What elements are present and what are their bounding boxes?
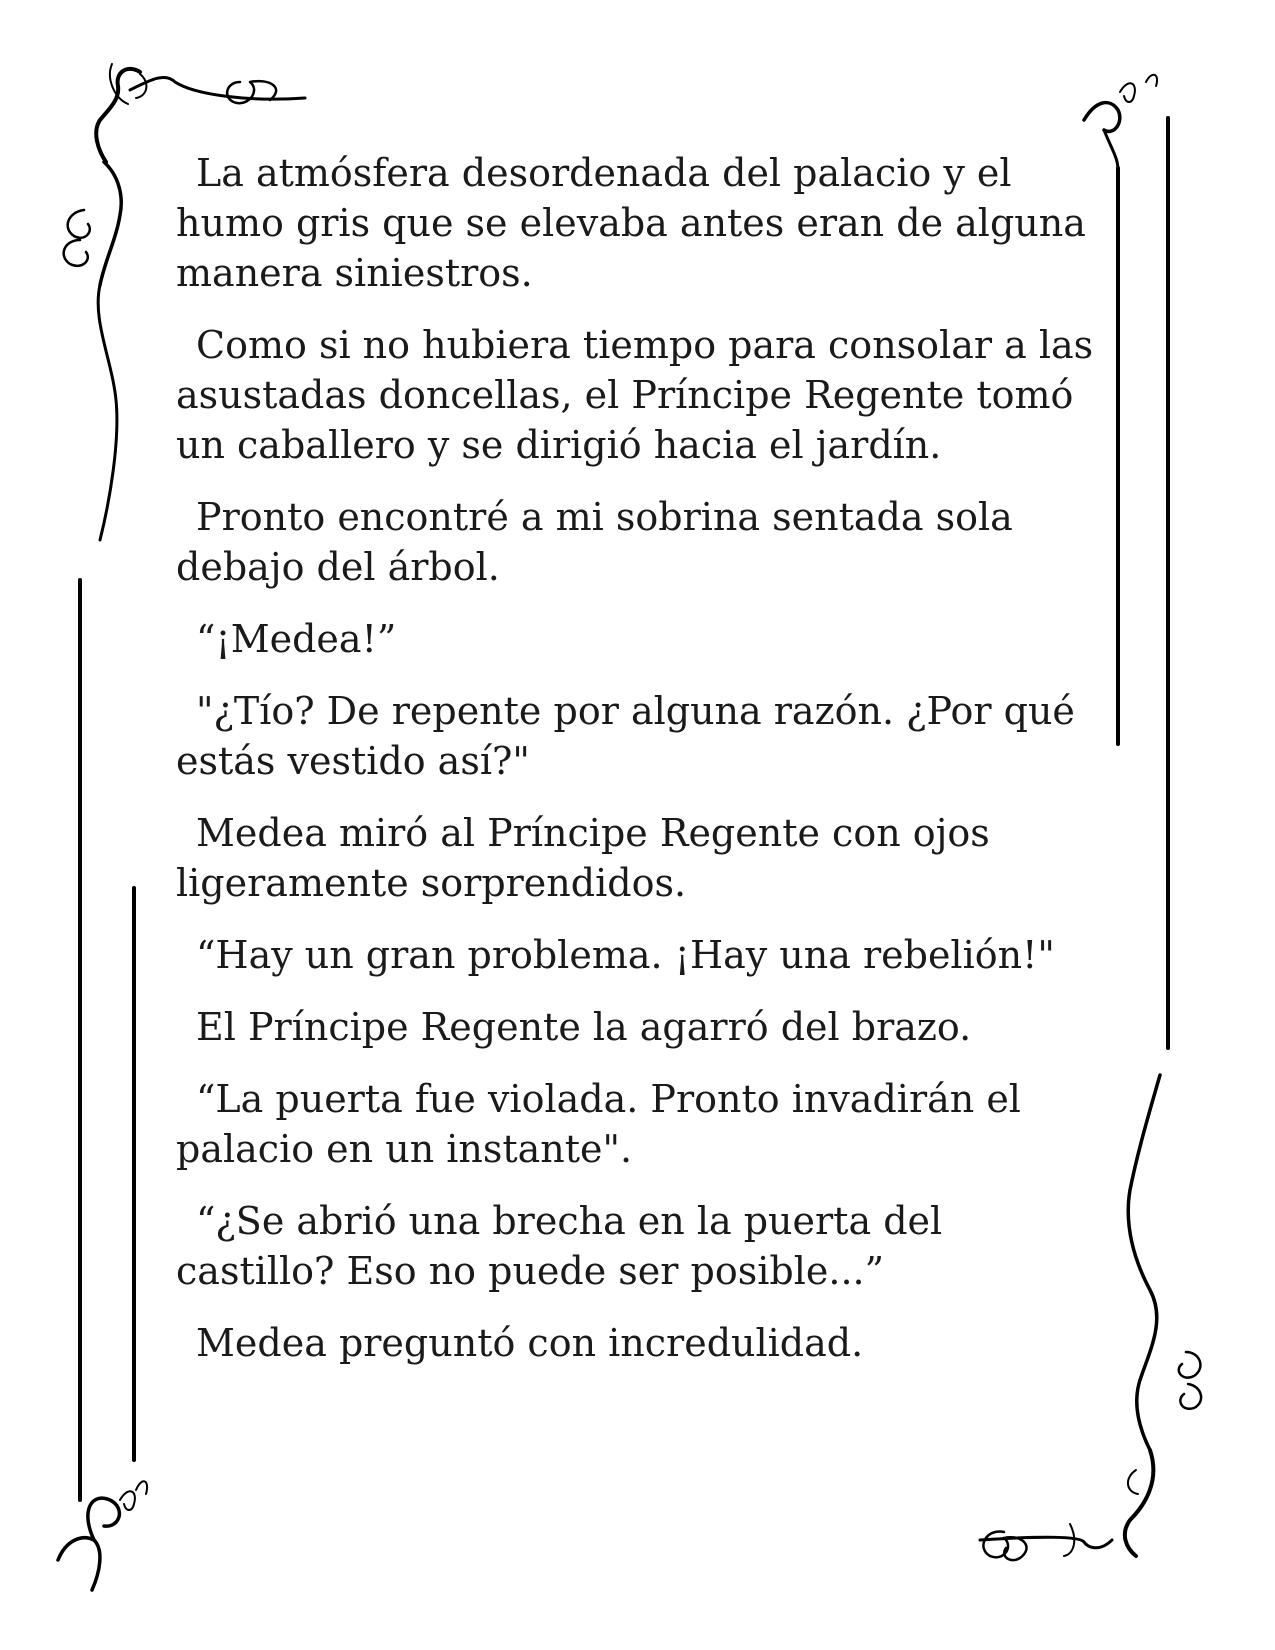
- paragraph: “¡Medea!”: [196, 617, 397, 661]
- paragraph: Pronto encontré a mi sobrina sentada sola debajo del árbol.: [176, 495, 1013, 589]
- paragraph: La atmósfera desordenada del palacio y el humo gris que se elevaba antes eran de alguna manera siniestros.: [176, 151, 1086, 295]
- body-text: [176, 148, 1096, 1390]
- corner-flourish-bottom-left: [58, 1481, 147, 1590]
- paragraph: “La puerta fue violada. Pronto invadirán el palacio en un instante".: [176, 1077, 1021, 1171]
- paragraph: "¿Tío? De repente por alguna razón. ¿Por qué estás vestido así?": [176, 689, 1075, 783]
- paragraph: “Hay un gran problema. ¡Hay una rebelión!": [196, 933, 1055, 977]
- paragraph: El Príncipe Regente la agarró del brazo.: [196, 1005, 972, 1049]
- paragraph: Medea preguntó con incredulidad.: [196, 1321, 864, 1365]
- paragraph: Como si no hubiera tiempo para consolar a las asustadas doncellas, el Príncipe Regente tomó un caballero y se dirigió hacia el jardín.: [176, 323, 1094, 467]
- paragraph: Medea miró al Príncipe Regente con ojos ligeramente sorprendidos.: [176, 811, 990, 905]
- paragraph: “¿Se abrió una brecha en la puerta del castillo? Eso no puede ser posible...”: [176, 1199, 943, 1293]
